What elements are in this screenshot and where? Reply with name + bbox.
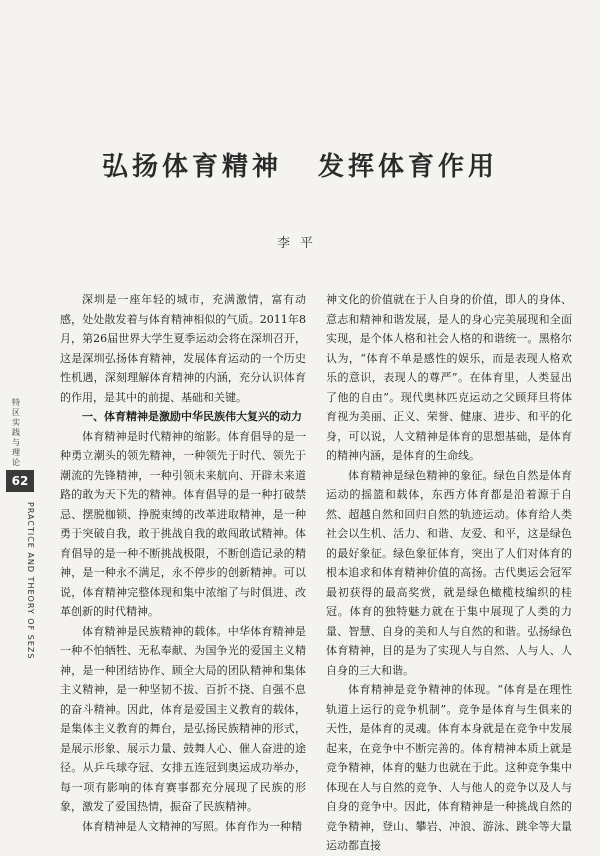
right-column — [326, 290, 572, 856]
paragraph-competition-spirit: 体育精神是竞争精神的体现。“体育是在理性轨道上运行的竞争机制”。竞争是体育与生俱来的天性，是体育的灵魂。体育本身就是在竞争中发展起来，在竞争中不断完善的。体育精神本质上就是竞争精神，体育的魅力也就在于此。这种竞争集中体现在人与自然的竞争、人与他人的竞争以及人与自身的竞争中。因此，体育精神是一种挑战自然的竞争精神，登山、攀岩、冲浪、游泳、跳伞等大量运动都直接 — [326, 683, 572, 852]
journal-sidebar — [2, 398, 42, 660]
title-part-2: 发挥体育作用 — [318, 152, 499, 182]
article-title — [0, 146, 600, 183]
section-heading-1: 一、体育精神是激励中华民族伟大复兴的动力 — [82, 410, 302, 423]
paragraph-green-spirit: 体育精神是绿色精神的象征。绿色自然是体育运动的摇篮和载体，东西方体育都是沿着源于自然、超越自然和回归自然的轨迹运动。体育给人类社会以生机、活力、和谐、友爱、和平，这是绿色的最好象征。绿色象征体育，突出了人们对体育的根本追求和体育精神价值的高扬。古代奥运会冠军最初获得的最高奖赏，就是绿色橄榄枝编织的桂冠。体育的独特魅力就在于集中展现了人类的力量、智慧、自身的美和人与自然的和谐。弘扬绿色体育精神，目的是为了实现人与自然、人与人、人自身的三大和谐。 — [326, 468, 572, 677]
author-name: 李平 — [276, 236, 323, 251]
left-column — [60, 290, 306, 836]
journal-name-en: PRACTICE AND THEORY OF SEZS — [26, 502, 35, 660]
paragraph-national-spirit: 体育精神是民族精神的载体。中华体育精神是一种不怕牺牲、无私奉献、为国争光的爱国主义精神，是一种团结协作、顾全大局的团队精神和集体主义精神，是一种坚韧不拔、百折不挠、自强不息的奋斗精神。因此，体育是爱国主义教育的载体，是集体主义教育的舞台，是弘扬民族精神的形式，是展示形象、展示力量、鼓舞人心、催人奋进的途径。从乒乓球夺冠、女排五连冠到奥运成功举办，每一项有影响的体育赛事都充分展现了民族的形象，激发了爱国热情，振奋了民族精神。 — [60, 624, 306, 813]
paragraph-humanistic-continued: 神文化的价值就在于人自身的价值，即人的身体、意志和精神和谐发展，是人的身心完美展现和全面实现，是个体人格和社会人格的和谐统一。黑格尔认为，“体育不单是感性的娱乐，而是表现人格欢乐的意识，表现人的尊严”。在体育里，人类显出了他的自由”。现代奥林匹克运动之父顾拜旦将体育视为美丽、正义、荣誉、健康、进步、和平的化身，可以说，人文精神是体育的思想基础，是体育的精神内涵，是体育的生命线。 — [326, 293, 572, 462]
page-number: 62 — [6, 470, 34, 492]
title-part-1: 弘扬体育精神 — [101, 152, 282, 182]
paragraph-intro: 深圳是一座年轻的城市，充满激情，富有动感，处处散发着与体育精神相似的气质。2011年8月，第26届世界大学生夏季运动会将在深圳召开，这是深圳弘扬体育精神，发展体育运动的一个历史性机遇，深刻理解体育精神的内涵，充分认识体育的作用，是其中的前提、基础和关键。 — [60, 293, 306, 404]
paragraph-era-spirit: 体育精神是时代精神的缩影。体育倡导的是一种勇立潮头的领先精神，一种领先于时代、领先于潮流的先锋精神，一种引领未来航向、开辟未来道路的敢为天下先的精神。体育倡导的是一种打破禁忌、摆脱枷锁、挣脱束缚的改革进取精神，是一种勇于突破自我，敢于挑战自我的敢闯敢试精神。体育倡导的是一种不断挑战极限，不断创造记录的精神，是一种永不满足，永不停步的创新精神。可以说，体育精神完整体现和集中浓缩了与时俱进、改革创新的时代精神。 — [60, 429, 306, 618]
journal-name-cn: 特区实践与理论 — [12, 398, 20, 467]
paragraph-humanistic-spirit: 体育精神是人文精神的写照。体育作为一种精 — [82, 819, 302, 833]
